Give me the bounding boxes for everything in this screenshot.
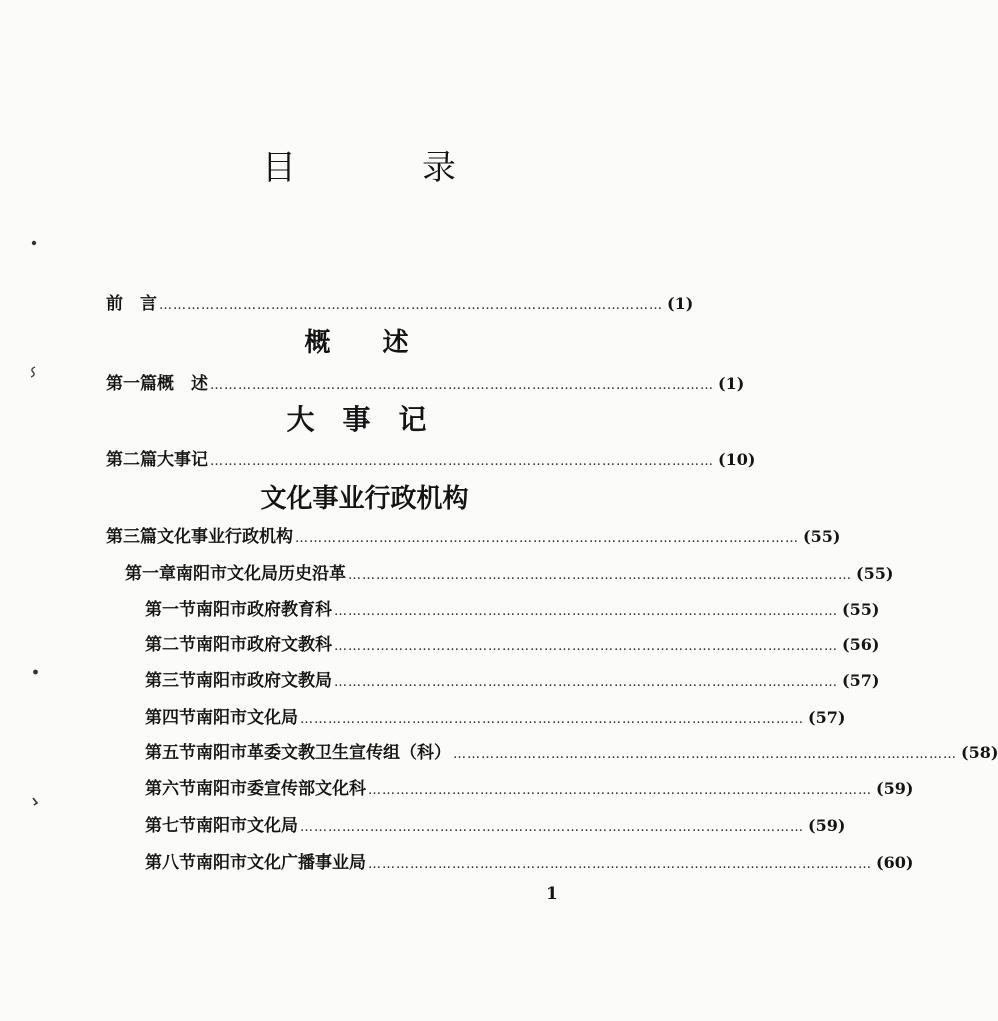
entry-page: (55) [856,564,894,583]
entry-number: 第五节 [145,743,196,763]
entry-page: (55) [842,600,880,619]
dot-leader: ……………………………………………………………………………………………… [334,604,838,619]
entry-number: 第四节 [145,708,196,728]
entry-title: 南阳市政府教育科 [196,600,332,620]
title-part-1: 目 [262,148,298,188]
entry-number: 第三节 [145,671,196,691]
toc-entry [106,369,745,394]
entry-number: 第六节 [145,779,196,799]
scan-speck-icon [31,667,40,677]
toc-entry [125,559,894,584]
entry-number: 第一章 [125,564,176,584]
dot-leader: ……………………………………………………………………………………………… [334,639,838,654]
entry-page: (57) [842,671,880,690]
entry-page: (55) [803,527,841,546]
dot-leader: ……………………………………………………………………………………………… [368,783,872,798]
entry-number: 前 言 [106,294,157,314]
page-number: 1 [546,884,558,904]
entry-number: 第七节 [145,816,196,836]
entry-number: 第一节 [145,600,196,620]
toc-entry [106,289,694,314]
entry-page: (59) [876,779,914,798]
scan-speck-icon [28,365,38,379]
entry-number: 第一篇 [106,374,157,394]
toc-entry [145,666,880,691]
dot-leader: ……………………………………………………………………………………………… [210,378,714,393]
dot-leader: ……………………………………………………………………………………………… [368,857,872,872]
scan-speck-icon [31,795,40,807]
entry-title: 南阳市政府文教科 [196,635,332,655]
entry-title: 南阳市政府文教局 [196,671,332,691]
entry-title: 南阳市文化局历史沿革 [176,564,346,584]
entry-title: 南阳市革委文教卫生宣传组（科） [196,743,451,763]
toc-entry [145,774,914,799]
entry-page: (1) [718,374,745,393]
entry-title: 概 述 [157,374,208,394]
entry-title: 南阳市文化局 [196,708,298,728]
toc-entry [145,703,846,728]
dot-leader: ……………………………………………………………………………………………… [210,454,714,469]
dot-leader: ……………………………………………………………………………………………… [334,675,838,690]
entry-page: (57) [808,708,846,727]
entry-title: 南阳市文化局 [196,816,298,836]
entry-title: 大事记 [157,450,208,470]
entry-page: (59) [808,816,846,835]
title-part-2: 录 [422,148,458,188]
toc-entry [145,630,880,655]
entry-page: (56) [842,635,880,654]
scan-speck-icon [30,238,38,248]
dot-leader: ……………………………………………………………………………………………… [348,568,852,583]
toc-entry [145,595,880,620]
entry-number: 第八节 [145,853,196,873]
entry-page: (60) [876,853,914,872]
toc-entry [145,811,846,836]
section-heading-wenhua: 文化事业行政机构 [260,484,469,514]
entry-page: (10) [718,450,756,469]
toc-entry [145,738,998,763]
dot-leader: ……………………………………………………………………………………………… [300,820,804,835]
dot-leader: ……………………………………………………………………………………………… [300,712,804,727]
entry-title: 文化事业行政机构 [157,527,293,547]
dot-leader: ……………………………………………………………………………………………… [453,747,957,762]
entry-number: 第三篇 [106,527,157,547]
entry-title: 南阳市委宣传部文化科 [196,779,366,799]
entry-title: 南阳市文化广播事业局 [196,853,366,873]
toc-entry [145,848,914,873]
entry-page: (58) [961,743,998,762]
page-title [0,140,713,190]
toc-entry [106,522,841,547]
toc-entry [106,445,756,470]
section-heading-gaishu: 概 述 [304,328,409,358]
dot-leader: ……………………………………………………………………………………………… [295,531,799,546]
entry-page: (1) [667,294,694,313]
entry-number: 第二篇 [106,450,157,470]
entry-number: 第二节 [145,635,196,655]
dot-leader: ……………………………………………………………………………………………… [159,298,663,313]
section-heading-dashiji: 大 事 记 [286,403,427,436]
